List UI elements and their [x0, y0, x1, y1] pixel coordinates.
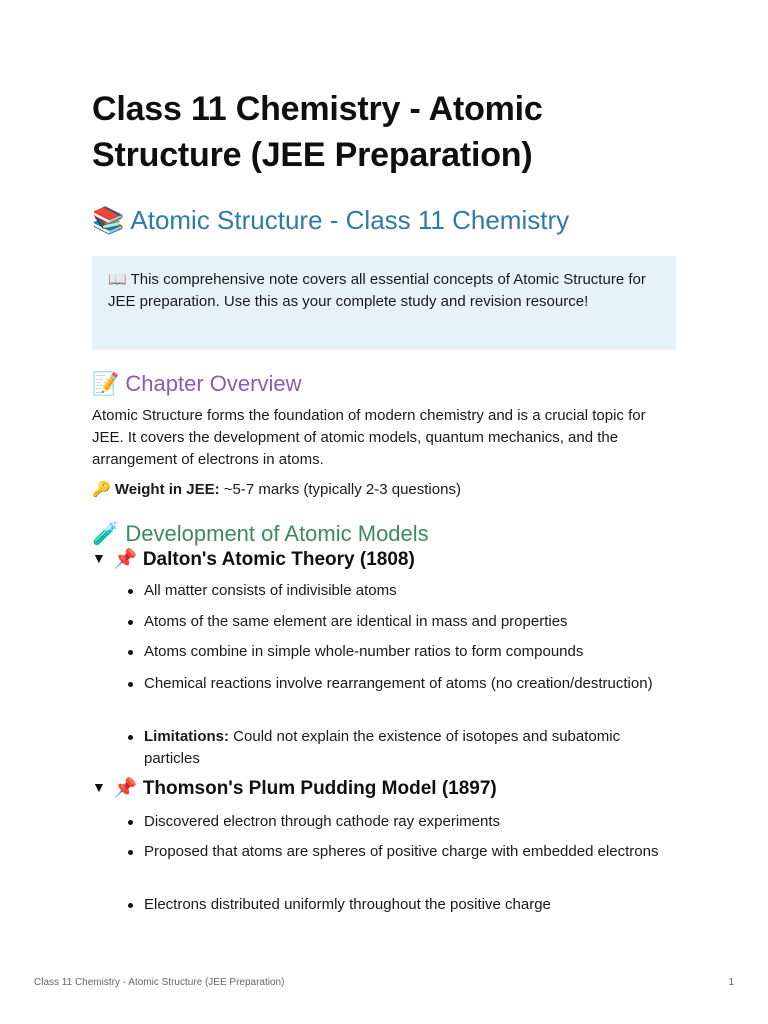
footer-title: Class 11 Chemistry - Atomic Structure (JEE Preparation)	[34, 977, 285, 988]
list-item: Proposed that atoms are spheres of positive charge with embedded electrons	[144, 841, 674, 863]
pushpin-icon: 📌	[113, 778, 138, 799]
weight-value: ~5-7 marks (typically 2-3 questions)	[223, 481, 461, 498]
thomson-title: Thomson's Plum Pudding Model (1897)	[142, 778, 497, 799]
dalton-title: Dalton's Atomic Theory (1808)	[142, 549, 415, 570]
limitations-text: Could not explain the existence of isotopes and subatomic particles	[144, 728, 621, 767]
key-icon: 🔑	[92, 481, 111, 498]
dalton-toggle[interactable]	[92, 547, 415, 573]
section-heading	[92, 202, 692, 238]
weight-label: Weight in JEE:	[114, 481, 220, 498]
list-item: Electrons distributed uniformly throughout the positive charge	[144, 894, 674, 916]
page-footer	[34, 976, 734, 990]
overview-paragraph: Atomic Structure forms the foundation of modern chemistry and is a crucial topic for JEE. It covers the development of atomic models, quantum mechanics, and the arrangement of electrons in atoms.	[92, 407, 646, 468]
triangle-down-icon[interactable]: ▼	[92, 550, 106, 566]
list-item: Discovered electron through cathode ray experiments	[144, 811, 674, 833]
memo-icon: 📝	[92, 371, 120, 396]
list-item: Chemical reactions involve rearrangement of atoms (no creation/destruction)	[144, 673, 674, 695]
test-tube-icon: 🧪	[92, 521, 120, 546]
thomson-toggle[interactable]	[92, 776, 497, 802]
page-number: 1	[728, 977, 734, 988]
list-item: All matter consists of indivisible atoms	[144, 580, 674, 602]
chapter-overview-heading	[92, 369, 301, 399]
triangle-down-icon[interactable]: ▼	[92, 779, 106, 795]
chapter-overview-heading-text: Chapter Overview	[125, 371, 302, 396]
list-item: Atoms combine in simple whole-number ratios to form compounds	[144, 641, 674, 663]
callout-note	[92, 256, 676, 350]
atomic-models-heading	[92, 519, 429, 549]
jee-weight-line	[92, 479, 676, 501]
atomic-models-heading-text: Development of Atomic Models	[125, 521, 429, 546]
books-icon: 📚	[92, 205, 125, 235]
pushpin-icon: 📌	[113, 549, 138, 570]
section-heading-text: Atomic Structure - Class 11 Chemistry	[130, 205, 570, 235]
document-title: Class 11 Chemistry - Atomic Structure (JEE Preparation)	[92, 90, 543, 174]
limitations-label: Limitations:	[144, 728, 229, 745]
list-item: Atoms of the same element are identical in mass and properties	[144, 611, 674, 633]
list-item-limitations	[144, 726, 674, 770]
callout-text: This comprehensive note covers all essential concepts of Atomic Structure for JEE preparation. Use this as your complete study and revision resource!	[108, 271, 646, 310]
open-book-icon: 📖	[108, 271, 127, 288]
